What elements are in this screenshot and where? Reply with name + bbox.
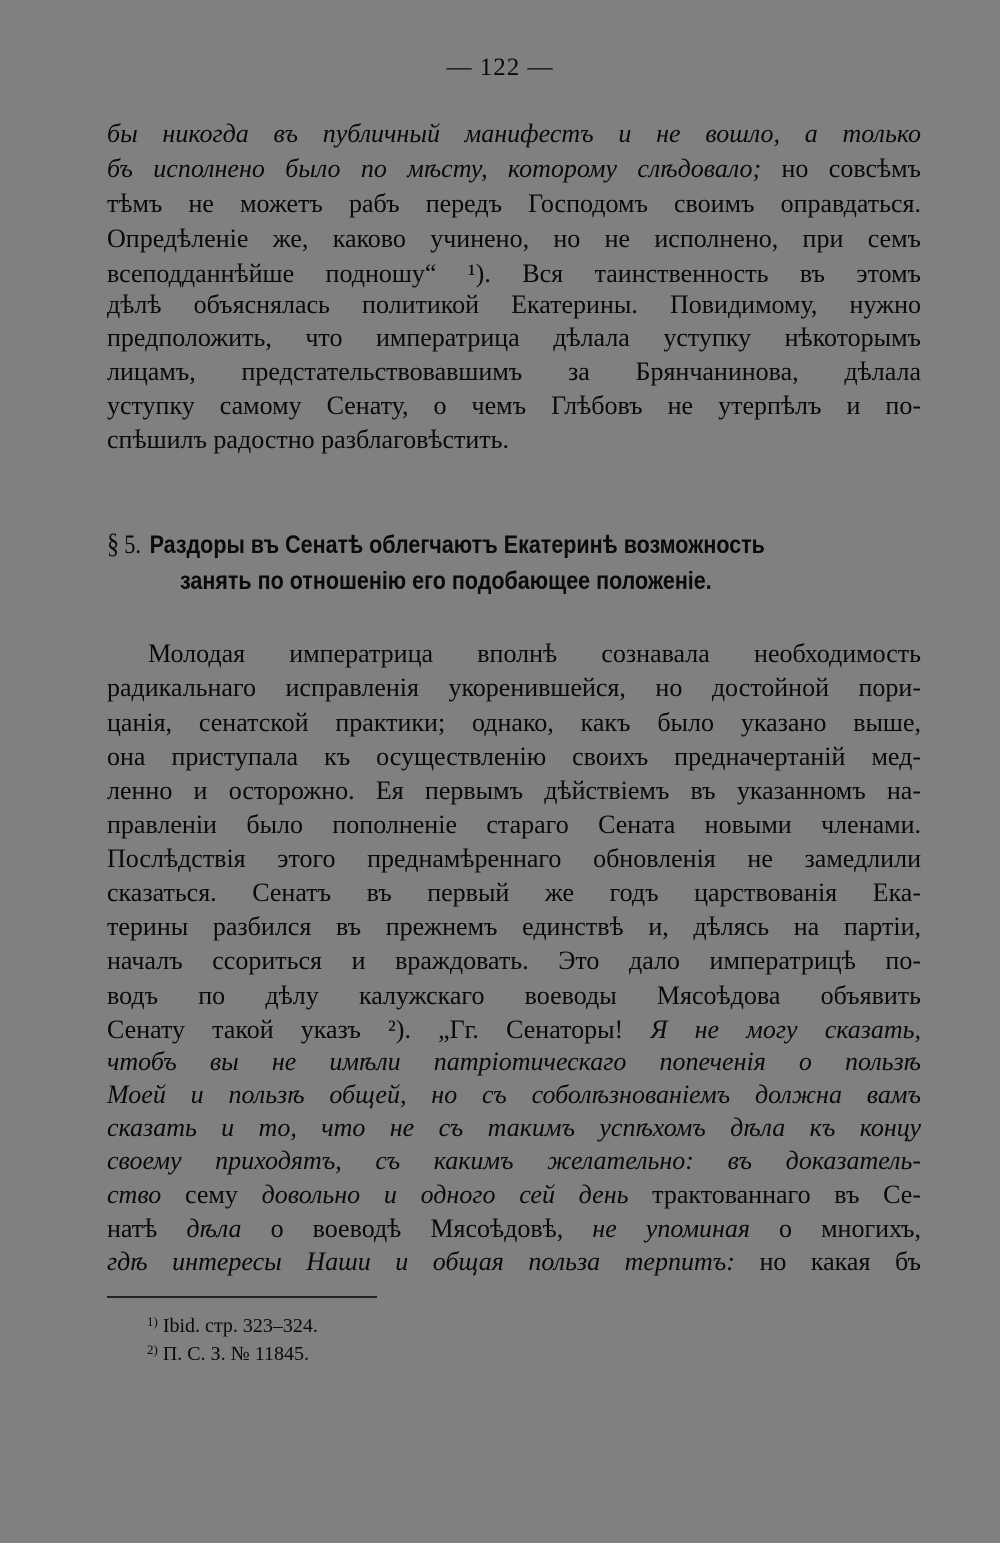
- text-line: Послѣдствія этого преднамѣреннаго обновленія не замедлили: [107, 844, 921, 873]
- text-line: натѣ дѣла о воеводѣ Мясоѣдовѣ, не упоминая о многихъ,: [107, 1214, 921, 1243]
- text-line: чтобъ вы не имѣли патріотическаго попеченія о пользѣ: [107, 1047, 921, 1076]
- text-line: бы никогда въ публичный манифестъ и не вошло, а только: [107, 119, 921, 148]
- text-line: водъ по дѣлу калужскаго воеводы Мясоѣдова объявить: [107, 981, 921, 1010]
- footnote-1: $^{1)}$ Ibid. стр. 323–324.: [147, 1314, 318, 1337]
- text-line: цанія, сенатской практики; однако, какъ было указано выше,: [107, 708, 921, 737]
- text-line: дѣлѣ объяснялась политикой Екатерины. Повидимому, нужно: [107, 290, 921, 319]
- text-line: Моей и пользѣ общей, но съ соболѣзнованіемъ должна вамъ: [107, 1080, 921, 1109]
- text-line: уступку самому Сенату, о чемъ Глѣбовъ не утерпѣлъ и по-: [107, 391, 921, 420]
- text-line: всеподданнѣйше подношу“ ¹). Вся таинственность въ этомъ: [107, 259, 921, 288]
- text-line: бъ исполнено было по мѣсту, которому слѣдовало; но совсѣмъ: [107, 154, 922, 183]
- text-line: ленно и осторожно. Ея первымъ дѣйствіемъ въ указанномъ на-: [107, 776, 921, 805]
- text-line: ство сему довольно и одного сей день трактованнаго въ Се-: [107, 1180, 921, 1209]
- text-line: радикальнаго исправленія укоренившейся, но достойной пори-: [107, 673, 921, 702]
- text-line: терины разбился въ прежнемъ единствѣ и, дѣлясь на партіи,: [107, 912, 921, 941]
- section-mark: §: [107, 529, 120, 560]
- text-line: Сенату такой указъ ²). „Гг. Сенаторы! Я не могу сказать,: [107, 1015, 922, 1044]
- text-line: сказать и то, что не съ такимъ успѣхомъ дѣла къ концу: [107, 1113, 921, 1142]
- section-heading-line-2: занять по отношенію его подобающее положеніе.: [180, 567, 712, 595]
- text-line: началъ ссориться и враждовать. Это дало императрицѣ по-: [107, 946, 921, 975]
- text-line: спѣшилъ радостно разблаговѣстить.: [107, 425, 510, 454]
- section-heading-line-1: § 5. Раздоры въ Сенатѣ облегчаютъ Екатеринѣ возможность: [107, 529, 765, 560]
- text-line: предположить, что императрица дѣлала уступку нѣкоторымъ: [107, 323, 921, 352]
- text-line: тѣмъ не можетъ рабъ передъ Господомъ своимъ оправдаться.: [107, 189, 921, 218]
- page-number: — 122 —: [446, 54, 554, 81]
- text-line: правленіи было пополненіе стараго Сената новыми членами.: [107, 810, 921, 839]
- footnote-2: $^{2)}$ П. С. З. № 11845.: [147, 1342, 309, 1365]
- footnote-rule: [107, 1296, 377, 1298]
- text-line: Молодая императрица вполнѣ сознавала необходимость: [148, 639, 921, 668]
- section-number: 5.: [124, 530, 141, 559]
- text-line: сказаться. Сенатъ въ первый же годъ царствованія Ека-: [107, 878, 921, 907]
- text-line: лицамъ, предстательствовавшимъ за Брянчанинова, дѣлала: [107, 357, 921, 386]
- text-line: гдѣ интересы Наши и общая польза терпитъ: но какая бъ: [107, 1247, 921, 1276]
- text-line: своему приходятъ, съ какимъ желательно: въ доказатель-: [107, 1146, 921, 1175]
- text-line: она приступала къ осуществленію своихъ предначертаній мед-: [107, 742, 921, 771]
- text-line: Опредѣленіе же, каково учинено, но не исполнено, при семъ: [107, 224, 921, 253]
